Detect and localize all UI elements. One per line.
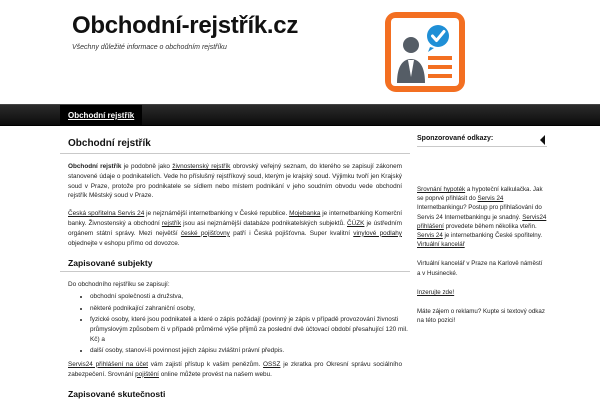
subjects-section: [60, 280, 410, 290]
link-cuzk[interactable]: ČÚZK: [347, 219, 365, 227]
list-item: • některé podnikající zahraniční osoby,: [90, 304, 410, 314]
paragraph-text: je zkratka pro Okresní správu sociálního zabezpečení. Srovnání: [68, 360, 403, 378]
nav-item-obchodni-rejstrik[interactable]: Obchodní rejstřík: [60, 105, 142, 126]
link-servis24-prihlaseni-sidebar[interactable]: Servis24 přihlášení: [417, 213, 547, 230]
main-content: [60, 131, 410, 400]
paragraph-text: patří i Česká pojišťovna. Super kvalitní: [229, 229, 354, 237]
list-item: • obchodní společnosti a družstva,: [90, 292, 410, 302]
link-pojisteni[interactable]: pojištění: [135, 370, 159, 378]
link-virtualni-kancelar[interactable]: Virtuální kancelář: [417, 241, 465, 249]
page-title: Obchodní rejstřík: [60, 131, 410, 154]
paragraph-text: je internetbanking Komerční banky. Živnostenský a obchodní: [68, 210, 402, 227]
link-servis-24[interactable]: Servis 24: [477, 195, 504, 203]
ad-text: Internetbankingu? Postup pro přihlašování do Servis 24 Internetbankingu je snadný.: [417, 204, 542, 221]
collapse-arrow-icon[interactable]: [540, 135, 545, 145]
subjects-lead: Do obchodního rejstříku se zapisují:: [68, 281, 170, 289]
link-srovnani-hypotek[interactable]: Srovnání hypoték: [417, 186, 466, 193]
ad-text: a hypoteční kalkulačka. Jak se poprvé přihlásit do: [417, 186, 543, 203]
link-inzerujte-zde[interactable]: Inzerujte zde!: [417, 288, 455, 296]
link-vinylove-podlahy[interactable]: vinylové podlahy: [353, 229, 402, 237]
site-tagline: Všechny důležité informace o obchodním rejstříku: [72, 44, 227, 51]
intro-text: je podobně jako: [121, 163, 173, 170]
servis24-paragraph: [68, 360, 402, 380]
intro-term: Obchodní rejstřík: [68, 163, 122, 170]
link-ossz[interactable]: OSSZ: [263, 360, 281, 368]
sidebar: [417, 131, 547, 400]
link-rejstrik[interactable]: rejstřík: [161, 219, 182, 227]
banking-paragraph: [68, 209, 402, 248]
link-zivnostensky-rejstrik[interactable]: živnostenský rejstřík: [172, 163, 231, 170]
link-servis24-prihlaseni[interactable]: Servis24 přihlášení na účet: [68, 360, 148, 368]
link-ceska-sporitelna[interactable]: Česká spořitelna Servis 24: [68, 210, 145, 218]
advertise-info-text: Máte zájem o reklamu? Kupte si textový odkaz na této pozici!: [417, 308, 545, 325]
heading-zapisovane-skutecnosti: Zapisované skutečnosti: [60, 385, 410, 400]
virtual-office-text: Virtuální kancelář v Praze na Karlově náměstí a v Husinecké.: [417, 260, 543, 277]
sponsored-ad-block: [417, 185, 547, 249]
intro-text: obrovský veřejný seznam, do kterého se zapisují zákonem stanovené údaje o podnikatelích. Vede ho příslušný rejstříkový soud, kterým je krajský soud. Výjimku tvoří jen Krajský soud v Praze, protože pro podnikatele se sídlem nebo místem podnikání v jeho soudním obvodu vede obchodní rejstřík Městský soud v Praze.: [68, 163, 402, 200]
main-navigation: [0, 104, 600, 126]
link-ceske-pojistovny[interactable]: české pojišťovny: [180, 229, 230, 237]
intro-section: [60, 162, 410, 248]
paragraph-text: je nejznámější internetbanking v České republice.: [144, 210, 290, 218]
list-item: • další osoby, stanoví-li povinnost jejich zápisu zvláštní právní předpis.: [90, 346, 410, 356]
advertise-link-row: [417, 288, 547, 297]
link-servis-24-second[interactable]: Servis 24: [417, 232, 443, 240]
ad-text: je internetbanking České spořitelny.: [442, 232, 543, 240]
intro-paragraph: [68, 162, 402, 201]
paragraph-text: online můžete provést na našem webu.: [158, 370, 272, 378]
servis24-section: [60, 360, 410, 380]
link-mojebanka[interactable]: Mojebanka: [289, 210, 321, 218]
site-title[interactable]: Obchodní-rejstřík.cz: [72, 12, 299, 39]
paragraph-text: objednejte v eshopu přímo od dovozce.: [68, 239, 180, 247]
subjects-list: [90, 292, 410, 356]
paragraph-text: je ústředním orgánem státní správy. Mezi největší: [68, 219, 402, 237]
site-header: [0, 0, 600, 104]
presenter-with-checkmark-icon[interactable]: [384, 11, 466, 93]
paragraph-text: jsou asi nejznámější databáze podnikatelských subjektů.: [181, 219, 348, 227]
paragraph-text: vám zajistí přístup k vašim penězům.: [147, 360, 264, 368]
list-item: • fyzické osoby, které jsou podnikateli a které o zápis požádají (povinný je zápis v případě provozování živnosti průmyslovým způsobem či v případě průměrné výše příjmů za poslední dvě účtovací období přesahující 120 mil. Kč) a: [90, 315, 410, 344]
sidebar-spacer: [417, 151, 547, 175]
heading-zapisovane-subjekty: Zapisované subjekty: [60, 254, 410, 272]
sidebar-title: Sponzorované odkazy:: [417, 131, 547, 147]
ad-text: provedete během několika vteřin.: [443, 222, 537, 230]
